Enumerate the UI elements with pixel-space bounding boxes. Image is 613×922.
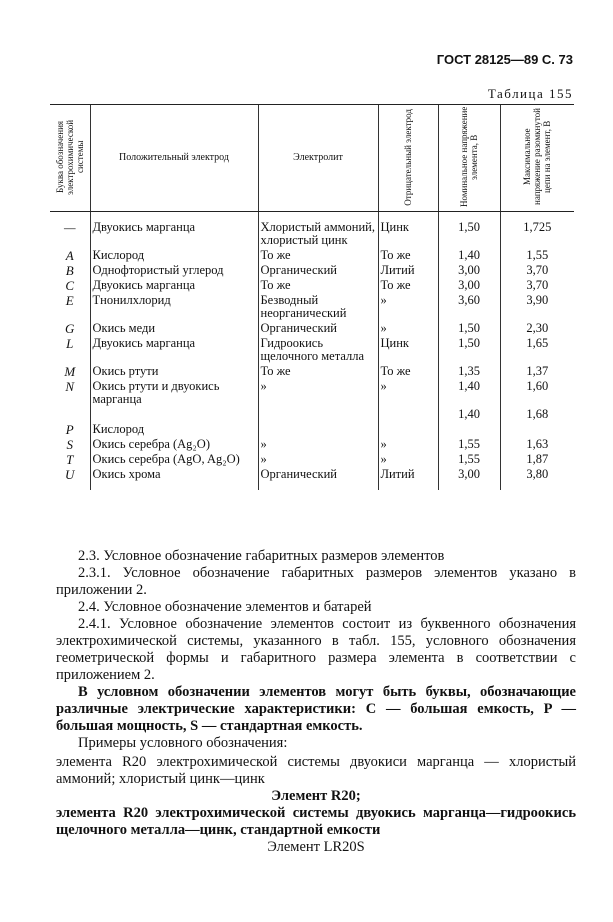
cell-positive: Однофтористый углерод [90, 263, 258, 278]
table-row [50, 437, 574, 452]
cell-symbol: G [65, 321, 75, 336]
example-paragraph: элемента R20 электрохимической системы двуокись марганца—гидроокись щелочного металла—цинк, стандартной емкости [56, 805, 576, 838]
cell-positive: Тнонилхлорид [90, 293, 258, 321]
cell-max: 3,70 [500, 263, 574, 278]
cell-positive: Двуокись марганца [90, 278, 258, 293]
cell-max: 1,60 [500, 379, 574, 407]
cell-positive: Окись серебра (Ag₂O) [90, 437, 258, 452]
table-row [50, 263, 574, 278]
column-header: Номинальное напряжение элемента, В [438, 105, 500, 212]
column-header: Максимальное напряжение разомкнутой цепи на элемент, В [500, 105, 574, 212]
cell-negative: » [378, 452, 438, 467]
cell-electrolyte: То же [258, 278, 378, 293]
cell-nominal: 3,60 [438, 293, 500, 321]
cell-electrolyte: Органический [258, 321, 378, 336]
table-row [50, 220, 574, 248]
cell-max: 1,725 [500, 220, 574, 248]
cell-nominal: 1,55 [438, 452, 500, 467]
cell-max [500, 422, 574, 437]
table-row [50, 407, 574, 422]
cell-electrolyte: » [258, 379, 378, 407]
cell-positive: Двуокись марганца [90, 336, 258, 364]
cell-nominal: 1,50 [438, 336, 500, 364]
table-header-row [50, 105, 574, 212]
cell-electrolyte: Органический [258, 467, 378, 482]
cell-max: 1,68 [500, 407, 574, 422]
cell-electrolyte: » [258, 452, 378, 467]
column-header: Положительный электрод [90, 105, 258, 212]
cell-nominal: 3,00 [438, 467, 500, 482]
cell-nominal [438, 422, 500, 437]
cell-positive: Окись ртути [90, 364, 258, 379]
table-row [50, 336, 574, 364]
cell-symbol: B [65, 263, 74, 278]
table-row [50, 422, 574, 437]
cell-negative: Цинк [378, 220, 438, 248]
cell-symbol [50, 407, 90, 422]
cell-electrolyte: Хлористый аммоний, хлористый цинк [258, 220, 378, 248]
cell-negative: » [378, 437, 438, 452]
table-row [50, 379, 574, 407]
table-row [50, 321, 574, 336]
paragraph: 2.4. Условное обозначение элементов и батарей [78, 599, 372, 615]
cell-electrolyte [258, 407, 378, 422]
cell-negative [378, 422, 438, 437]
cell-positive [90, 407, 258, 422]
page-header: ГОСТ 28125—89 С. 73 [436, 52, 573, 67]
cell-symbol: C [65, 278, 75, 293]
column-header: Электролит [258, 105, 378, 212]
cell-nominal: 1,35 [438, 364, 500, 379]
table-row [50, 364, 574, 379]
cell-positive: Окись хрома [90, 467, 258, 482]
cell-positive: Окись серебра (AgO, Ag₂O) [90, 452, 258, 467]
cell-electrolyte: Гидроокись щелочного металла [258, 336, 378, 364]
cell-symbol: L [66, 336, 74, 351]
cell-nominal: 3,00 [438, 263, 500, 278]
cell-max: 1,55 [500, 248, 574, 263]
cell-negative: Цинк [378, 336, 438, 364]
cell-nominal: 1,55 [438, 437, 500, 452]
cell-nominal: 3,00 [438, 278, 500, 293]
cell-positive: Кислород [90, 248, 258, 263]
cell-symbol: N [65, 379, 75, 394]
electrochemical-systems-table [50, 104, 574, 490]
column-header: Буква обозначения электрохимической системы [50, 105, 90, 212]
cell-positive: Кислород [90, 422, 258, 437]
cell-negative: » [378, 293, 438, 321]
cell-symbol: T [66, 452, 74, 467]
cell-electrolyte [258, 422, 378, 437]
cell-symbol: — [63, 220, 76, 235]
cell-electrolyte: » [258, 437, 378, 452]
cell-symbol: M [64, 364, 76, 379]
cell-symbol: P [65, 422, 74, 437]
cell-nominal: 1,40 [438, 379, 500, 407]
example-designation: Элемент LR20S [267, 839, 365, 855]
cell-negative: » [378, 321, 438, 336]
column-header: Отрицательный электрод [378, 105, 438, 212]
table-row [50, 467, 574, 482]
cell-negative: То же [378, 364, 438, 379]
cell-negative: Литий [378, 467, 438, 482]
table-row [50, 293, 574, 321]
cell-max: 1,63 [500, 437, 574, 452]
cell-max: 3,90 [500, 293, 574, 321]
cell-negative: Литий [378, 263, 438, 278]
cell-symbol: U [65, 467, 75, 482]
cell-max: 1,37 [500, 364, 574, 379]
cell-negative: То же [378, 248, 438, 263]
cell-max: 1,65 [500, 336, 574, 364]
cell-negative: То же [378, 278, 438, 293]
cell-nominal: 1,50 [438, 220, 500, 248]
cell-nominal: 1,50 [438, 321, 500, 336]
cell-negative [378, 407, 438, 422]
table-row [50, 278, 574, 293]
cell-max: 3,70 [500, 278, 574, 293]
cell-symbol: S [66, 437, 73, 452]
cell-electrolyte: Органический [258, 263, 378, 278]
paragraph: Примеры условного обозначения: [78, 735, 288, 751]
paragraph: 2.4.1. Условное обозначение элементов состоит из буквенного обозначения электрохимической системы, указанного в табл. 155, условного обозначения геометрической формы и габаритного размера элемента в соответствии с приложением 2. [56, 616, 576, 683]
table-row [50, 452, 574, 467]
cell-max: 1,87 [500, 452, 574, 467]
cell-electrolyte: То же [258, 248, 378, 263]
table-row [50, 248, 574, 263]
cell-negative: » [378, 379, 438, 407]
cell-max: 2,30 [500, 321, 574, 336]
paragraph: В условном обозначении элементов могут быть буквы, обозначающие различные электрические характеристики: C — большая емкость, P — большая мощность, S — стандартная емкость. [56, 684, 576, 734]
cell-positive: Двуокись марганца [90, 220, 258, 248]
cell-nominal: 1,40 [438, 248, 500, 263]
cell-positive: Окись ртути и двуокись марганца [90, 379, 258, 407]
cell-max: 3,80 [500, 467, 574, 482]
example-designation: Элемент R20; [271, 788, 361, 804]
cell-electrolyte: Безводный неорганический [258, 293, 378, 321]
paragraph: 2.3.1. Условное обозначение габаритных размеров элементов указано в приложении 2. [56, 565, 576, 598]
table-caption: Таблица 155 [487, 86, 573, 101]
example-paragraph: элемента R20 электрохимической системы двуокиси марганца — хлористый аммоний; хлористый цинк—цинк [56, 754, 576, 787]
cell-electrolyte: То же [258, 364, 378, 379]
paragraph: 2.3. Условное обозначение габаритных размеров элементов [78, 548, 445, 564]
cell-symbol: A [65, 248, 74, 263]
body-text [56, 548, 576, 856]
cell-symbol: E [65, 293, 74, 308]
cell-positive: Окись меди [90, 321, 258, 336]
cell-nominal: 1,40 [438, 407, 500, 422]
